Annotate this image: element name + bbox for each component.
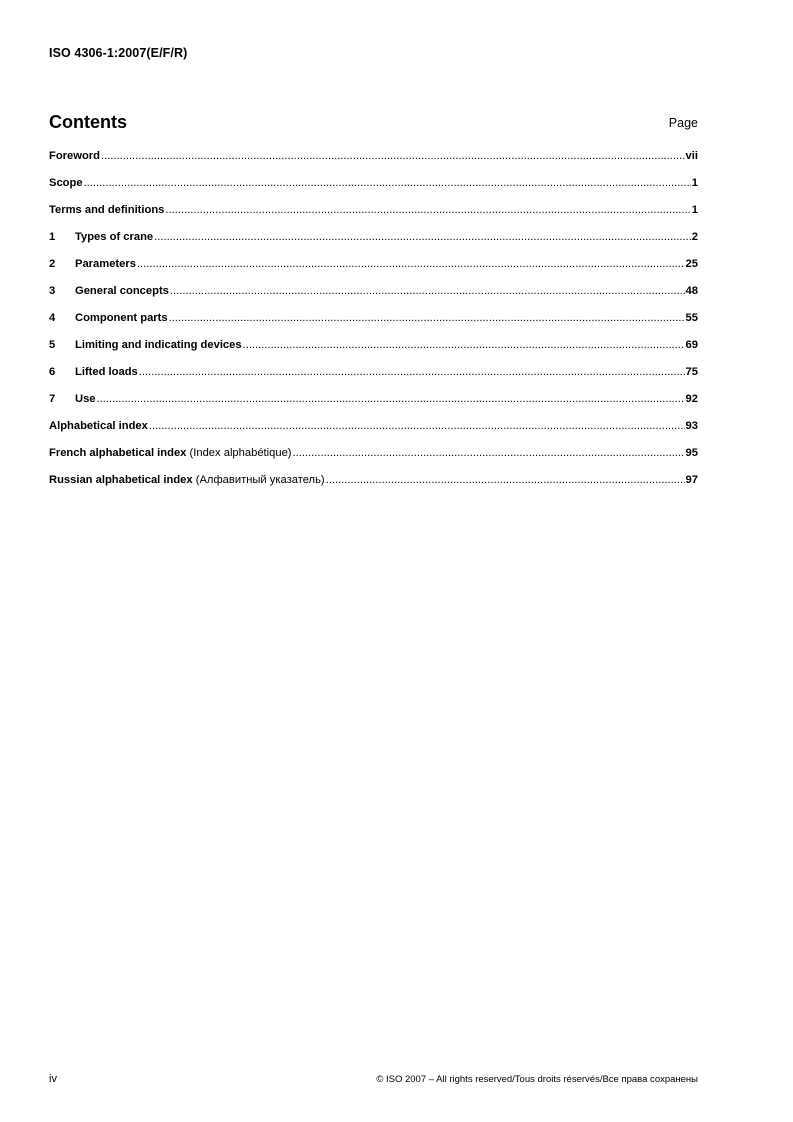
toc-entry-title: Parameters	[75, 258, 136, 270]
toc-entry-page: 1	[691, 204, 698, 216]
toc-entry-page: vii	[685, 150, 698, 162]
footer-copyright: © ISO 2007 – All rights reserved/Tous droits réservés/Все права сохранены	[376, 1074, 698, 1085]
toc-entry[interactable]	[49, 312, 698, 339]
toc-entry[interactable]	[49, 285, 698, 312]
toc-entry[interactable]	[49, 258, 698, 285]
toc-entry-title: French alphabetical index	[49, 447, 187, 459]
toc-entry[interactable]	[49, 366, 698, 393]
toc-dot-leader	[169, 312, 685, 324]
toc-entry-page: 97	[685, 474, 698, 486]
toc-entry[interactable]	[49, 150, 698, 177]
toc-entry-page: 92	[685, 393, 698, 405]
toc-entry-number: 3	[49, 285, 56, 297]
toc-entry-title: Use	[75, 393, 96, 405]
toc-entry[interactable]	[49, 393, 698, 420]
toc-dot-leader	[84, 177, 691, 189]
toc-entry[interactable]	[49, 339, 698, 366]
footer-page-number: iv	[49, 1073, 57, 1085]
toc-dot-leader	[154, 231, 691, 243]
toc-entry-number: 1	[49, 231, 56, 243]
toc-entry-title: Terms and definitions	[49, 204, 165, 216]
toc-entry-subtitle: (Алфавитный указатель)	[195, 474, 325, 486]
toc-entry-title: Scope	[49, 177, 83, 189]
toc-entry-page: 55	[685, 312, 698, 324]
toc-dot-leader	[137, 258, 685, 270]
toc-entry-page: 95	[685, 447, 698, 459]
toc-dot-leader	[170, 285, 685, 297]
toc-dot-leader	[97, 393, 685, 405]
contents-title: Contents	[49, 112, 127, 132]
toc-dot-leader	[101, 150, 685, 162]
contents-header	[49, 112, 698, 134]
toc-dot-leader	[293, 447, 685, 459]
toc-dot-leader	[139, 366, 685, 378]
toc-entry-title: Limiting and indicating devices	[75, 339, 242, 351]
toc-entry-title: Foreword	[49, 150, 100, 162]
toc-entry[interactable]	[49, 177, 698, 204]
toc-entry-number: 4	[49, 312, 56, 324]
table-of-contents	[49, 150, 698, 501]
toc-dot-leader	[326, 474, 685, 486]
toc-entry-page: 25	[685, 258, 698, 270]
toc-entry-title: Alphabetical index	[49, 420, 148, 432]
page-column-label: Page	[668, 116, 698, 130]
toc-entry[interactable]	[49, 231, 698, 258]
toc-entry-title: Lifted loads	[75, 366, 138, 378]
toc-entry-title: General concepts	[75, 285, 169, 297]
toc-entry[interactable]	[49, 474, 698, 501]
toc-entry-title: Types of crane	[75, 231, 154, 243]
toc-entry-page: 69	[685, 339, 698, 351]
toc-entry-number: 2	[49, 258, 56, 270]
toc-entry-number: 6	[49, 366, 56, 378]
toc-entry-page: 48	[685, 285, 698, 297]
toc-entry-page: 2	[691, 231, 698, 243]
toc-entry-page: 93	[685, 420, 698, 432]
toc-entry-title: Russian alphabetical index	[49, 474, 193, 486]
toc-entry[interactable]	[49, 447, 698, 474]
toc-entry[interactable]	[49, 420, 698, 447]
toc-entry-number: 5	[49, 339, 56, 351]
toc-entry[interactable]	[49, 204, 698, 231]
toc-dot-leader	[243, 339, 685, 351]
document-id: ISO 4306-1:2007(E/F/R)	[49, 46, 188, 60]
toc-entry-number: 7	[49, 393, 56, 405]
toc-entry-page: 1	[691, 177, 698, 189]
toc-entry-title: Component parts	[75, 312, 168, 324]
toc-dot-leader	[149, 420, 685, 432]
toc-entry-page: 75	[685, 366, 698, 378]
toc-entry-subtitle: (Index alphabétique)	[189, 447, 292, 459]
toc-dot-leader	[165, 204, 690, 216]
